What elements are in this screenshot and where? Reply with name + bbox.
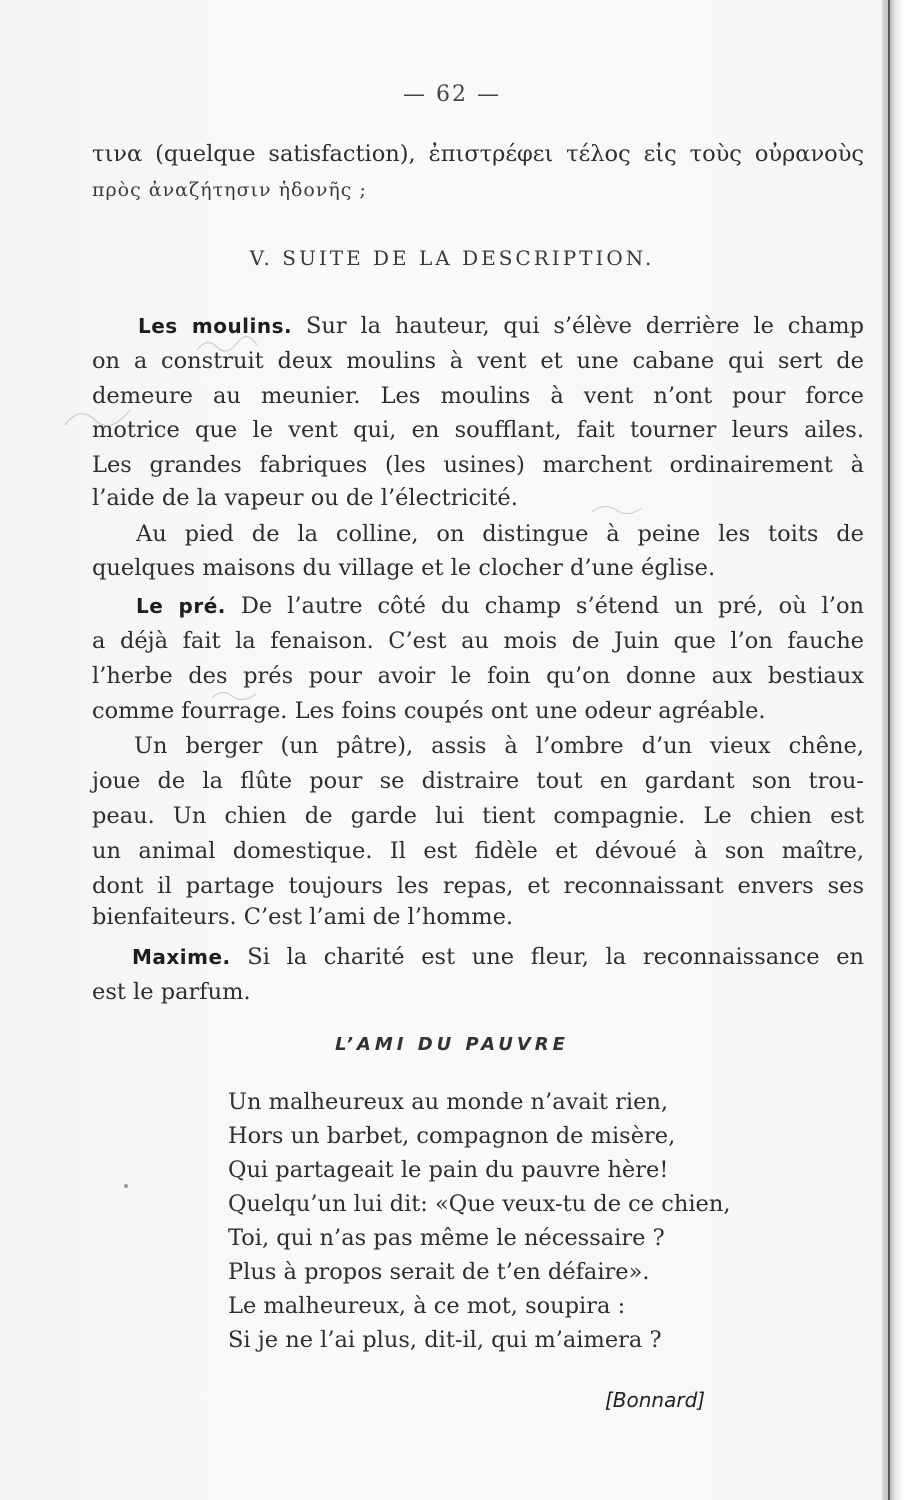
page-edge-shadow xyxy=(882,0,904,1500)
poem-verse-5: Toi, qui n’as pas même le nécessaire ? xyxy=(228,1225,665,1251)
berger-line-4: un animal domestique. Il est fidèle et dévoué à son maître, xyxy=(92,838,864,864)
berger-line-2: joue de la flûte pour se distraire tout en gardant son trou- xyxy=(92,768,864,794)
poem-verse-7: Le malheureux, à ce mot, soupira : xyxy=(228,1293,626,1319)
moulins-line-6: l’aide de la vapeur ou de l’électricité. xyxy=(92,485,518,511)
page-number: — 62 — xyxy=(403,82,501,107)
poem-verse-1: Un malheureux au monde n’avait rien, xyxy=(228,1089,669,1115)
maxime-line-2: est le parfum. xyxy=(92,979,251,1005)
pre-line-3: l’herbe des prés pour avoir le foin qu’on donne aux bestiaux xyxy=(92,663,864,689)
poem-verse-8: Si je ne l’ai plus, dit-il, qui m’aimera ? xyxy=(228,1327,662,1353)
section-heading: V. SUITE DE LA DESCRIPTION. xyxy=(249,246,655,270)
maxime-line-1 xyxy=(132,943,864,971)
pencil-mark-icon xyxy=(60,395,140,435)
berger-line-3: peau. Un chien de garde lui tient compagnie. Le chien est xyxy=(92,803,864,829)
moulins-lead: Les moulins. xyxy=(138,314,293,338)
pre-line-4: comme fourrage. Les foins coupés ont une odeur agréable. xyxy=(92,698,766,724)
moulins-text-1: Sur la hauteur, qui s’élève derrière le champ xyxy=(292,313,864,339)
poem-verse-4: Quelqu’un lui dit: «Que veux-tu de ce chien, xyxy=(228,1191,731,1217)
pre-line-1 xyxy=(136,592,864,620)
poem-author: [Bonnard] xyxy=(605,1388,706,1412)
maxime-lead: Maxime. xyxy=(132,945,231,969)
intro-line-1: τινα (quelque satisfaction), ἐπιστρέφει τέλος εἰς τοὺς οὐρανοὺς xyxy=(92,141,864,167)
ink-dot-icon xyxy=(120,1180,132,1192)
pre-text-1: De l’autre côté du champ s’étend un pré, où l’on xyxy=(225,593,864,619)
pencil-scribble-icon xyxy=(210,686,260,702)
berger-line-5: dont il partage toujours les repas, et reconnaissant envers ses xyxy=(92,873,864,899)
poem-verse-2: Hors un barbet, compagnon de misère, xyxy=(228,1123,676,1149)
berger-line-1: Un berger (un pâtre), assis à l’ombre d’un vieux chêne, xyxy=(134,733,864,759)
poem-title: L’AMI DU PAUVRE xyxy=(335,1034,569,1055)
pencil-scribble-icon xyxy=(195,335,265,355)
moulins-line-3: demeure au meunier. Les moulins à vent n’ont pour force xyxy=(92,383,864,409)
moulins-line-2: on a construit deux moulins à vent et une cabane qui sert de xyxy=(92,348,864,374)
poem-verse-3: Qui partageait le pain du pauvre hère! xyxy=(228,1157,669,1183)
colline-line-2: quelques maisons du village et le clocher d’une église. xyxy=(92,555,716,581)
berger-line-6: bienfaiteurs. C’est l’ami de l’homme. xyxy=(92,904,514,930)
pre-lead: Le pré. xyxy=(136,594,226,618)
intro-line-2: πρὸς ἀναζήτησιν ἡδονῆς ; xyxy=(92,179,367,201)
moulins-line-4: motrice que le vent qui, en soufflant, fait tourner leurs ailes. xyxy=(92,417,864,443)
colline-line-1: Au pied de la colline, on distingue à peine les toits de xyxy=(136,521,864,547)
pencil-scribble-icon xyxy=(590,500,650,518)
moulins-line-5: Les grandes fabriques (les usines) marchent ordinairement à xyxy=(92,452,864,478)
pre-line-2: a déjà fait la fenaison. C’est au mois de Juin que l’on fauche xyxy=(92,628,864,654)
poem-verse-6: Plus à propos serait de t’en défaire». xyxy=(228,1259,650,1285)
maxime-text-1: Si la charité est une fleur, la reconnaissance en xyxy=(230,944,864,970)
page-edge-line xyxy=(888,0,890,1500)
